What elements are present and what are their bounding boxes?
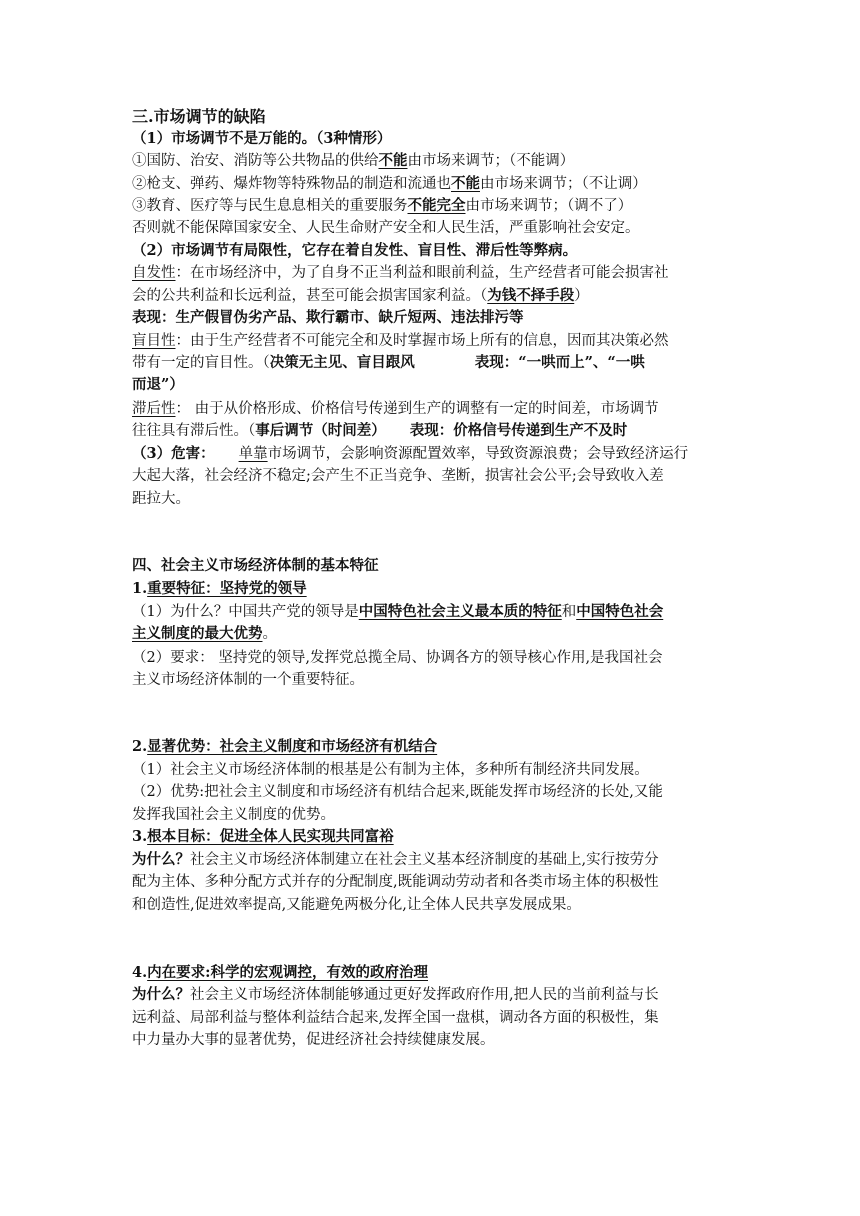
emphasis-span: 不能	[378, 152, 408, 169]
emphasis-span: 单靠	[238, 446, 268, 462]
text-span: 社会主义市场经济体制建立在社会主义基本经济制度的基础上,实行按劳分	[190, 852, 659, 868]
feature-title-text: 重要特征：坚持党的领导	[147, 580, 307, 597]
feature1-req-line1: （2）要求： 坚持党的领导,发挥党总揽全局、协调各方的领导核心作用,是我国社会	[132, 650, 663, 666]
mang-line3: 而退”）	[132, 376, 184, 393]
text-span: 和	[561, 604, 577, 620]
s3-point1-line2	[132, 173, 732, 195]
section-3-title: 三.市场调节的缺陷	[132, 107, 266, 126]
mang-line2	[132, 352, 732, 374]
feature4-title	[132, 962, 732, 984]
s3-point1-line4: 否则就不能保障国家安全、人民生命财产安全和人民生活，严重影响社会安定。	[132, 220, 640, 236]
term-blindness: 盲目性	[132, 333, 176, 349]
why-label: 为什么？	[132, 851, 190, 868]
s3-point2-heading: （2）市场调节有局限性，它存在着自发性、盲目性、滞后性等弊病。	[132, 242, 578, 259]
text-span: 市场调节，会影响资源配置效率，导致资源浪费；会导致经济运行	[267, 446, 689, 462]
emphasis-span: 不能完全	[407, 197, 466, 214]
feature1-why-line1	[132, 601, 732, 623]
harm-line1	[132, 443, 732, 465]
feature-number: 2.	[132, 738, 148, 755]
text-span: ：由于生产经营者不可能完全和及时掌握市场上所有的信息，因而其决策必然	[175, 333, 669, 349]
zifa-line2	[132, 285, 732, 307]
emphasis-span: 中国特色社会主义最本质的特征	[358, 603, 562, 620]
feature4-line1	[132, 984, 732, 1006]
s3-point1-line1	[132, 150, 732, 172]
feature-title-text: 显著优势：社会主义制度和市场经济有机结合	[147, 738, 438, 755]
harm-line2: 大起大落，社会经济不稳定;会产生不正当竞争、垄断，损害社会公平;会导致收入差	[132, 468, 664, 484]
feature1-title	[132, 578, 732, 600]
emphasis-span: 决策无主见、盲目跟风	[269, 354, 415, 371]
emphasis-span: 中国特色社会	[576, 603, 664, 620]
feature3-line3: 和创造性,促进效率提高,又能避免两极分化,让全体人民共享发展成果。	[132, 897, 581, 913]
feature-number: 3.	[132, 828, 148, 845]
emphasis-span: 事后调节（时间差）	[255, 422, 386, 439]
emphasis-span: 表现：价格信号传递到生产不及时	[409, 422, 628, 439]
text-span: ：在市场经济中，为了自身不正当利益和眼前利益，生产经营者可能会损害社	[175, 265, 669, 281]
why-label: 为什么？	[132, 986, 190, 1003]
text-span: ③教育、医疗等与民生息息相关的重要服务	[132, 198, 408, 214]
text-span: ）	[574, 288, 589, 304]
s3-point1-line3	[132, 195, 732, 217]
harm-label: （3）危害：	[132, 445, 215, 462]
mang-line1	[132, 330, 732, 352]
text-span: ： 由于从价格形成、价格信号传递到生产的调整有一定的时间差，市场调节	[175, 401, 659, 417]
text-span: （1）为什么？中国共产党的领导是	[132, 604, 359, 620]
emphasis-span: 为钱不择手段	[487, 287, 575, 304]
feature3-title	[132, 826, 732, 848]
text-span: 由市场来调节；（不让调）	[480, 176, 647, 192]
feature4-line3: 中力量办大事的显著优势，促进经济社会持续健康发展。	[132, 1032, 495, 1048]
feature3-line2: 配为主体、多种分配方式并存的分配制度,既能调动劳动者和各类市场主体的积极性	[132, 874, 659, 890]
feature2-line2: （2）优势:把社会主义制度和市场经济有机结合起来,既能发挥市场经济的长处,又能	[132, 784, 663, 800]
term-lag: 滞后性	[132, 401, 176, 417]
term-spontaneity: 自发性	[132, 265, 176, 281]
emphasis-span: 不能	[451, 175, 480, 192]
s3-point1-heading: （1）市场调节不是万能的。（3种情形）	[132, 130, 392, 147]
feature-title-text: 根本目标：促进全体人民实现共同富裕	[147, 828, 394, 845]
zhi-line2	[132, 420, 732, 442]
feature-number: 4.	[132, 964, 148, 981]
harm-line3: 距拉大。	[132, 491, 190, 507]
feature2-line1: （1）社会主义市场经济体制的根基是公有制为主体，多种所有制经济共同发展。	[132, 762, 649, 778]
zifa-manifestation: 表现：生产假冒伪劣产品、欺行霸市、缺斤短两、违法排污等	[132, 309, 524, 326]
text-span: 。	[262, 626, 277, 642]
feature-number: 1.	[132, 580, 148, 597]
zhi-line1	[132, 398, 732, 420]
emphasis-span: 表现：“一哄而上”、“一哄	[474, 354, 645, 371]
text-span: 由市场来调节；（调不了）	[465, 198, 633, 214]
feature-title-text: 内在要求:科学的宏观调控，有效的政府治理	[147, 964, 428, 981]
feature1-req-line2: 主义市场经济体制的一个重要特征。	[132, 672, 364, 688]
text-span: 往往具有滞后性。（	[132, 423, 256, 439]
text-span: ②枪支、弹药、爆炸物等特殊物品的制造和流通也	[132, 176, 451, 192]
text-span: 带有一定的盲目性。（	[132, 355, 270, 371]
text-span: 会的公共利益和长远利益，甚至可能会损害国家利益。（	[132, 288, 488, 304]
section-4-title: 四、社会主义市场经济体制的基本特征	[132, 557, 379, 574]
feature3-line1	[132, 849, 732, 871]
emphasis-span: 主义制度的最大优势	[132, 625, 263, 642]
feature2-title	[132, 736, 732, 758]
text-span: 由市场来调节；（不能调）	[407, 153, 575, 169]
feature1-why-line2	[132, 623, 732, 645]
zifa-line1	[132, 262, 732, 284]
feature4-line2: 远利益、局部利益与整体利益结合起来,发挥全国一盘棋，调动各方面的积极性，集	[132, 1010, 659, 1026]
text-span: 社会主义市场经济体制能够通过更好发挥政府作用,把人民的当前利益与长	[190, 987, 659, 1003]
feature2-line3: 发挥我国社会主义制度的优势。	[132, 807, 335, 823]
text-span: ①国防、治安、消防等公共物品的供给	[132, 153, 379, 169]
